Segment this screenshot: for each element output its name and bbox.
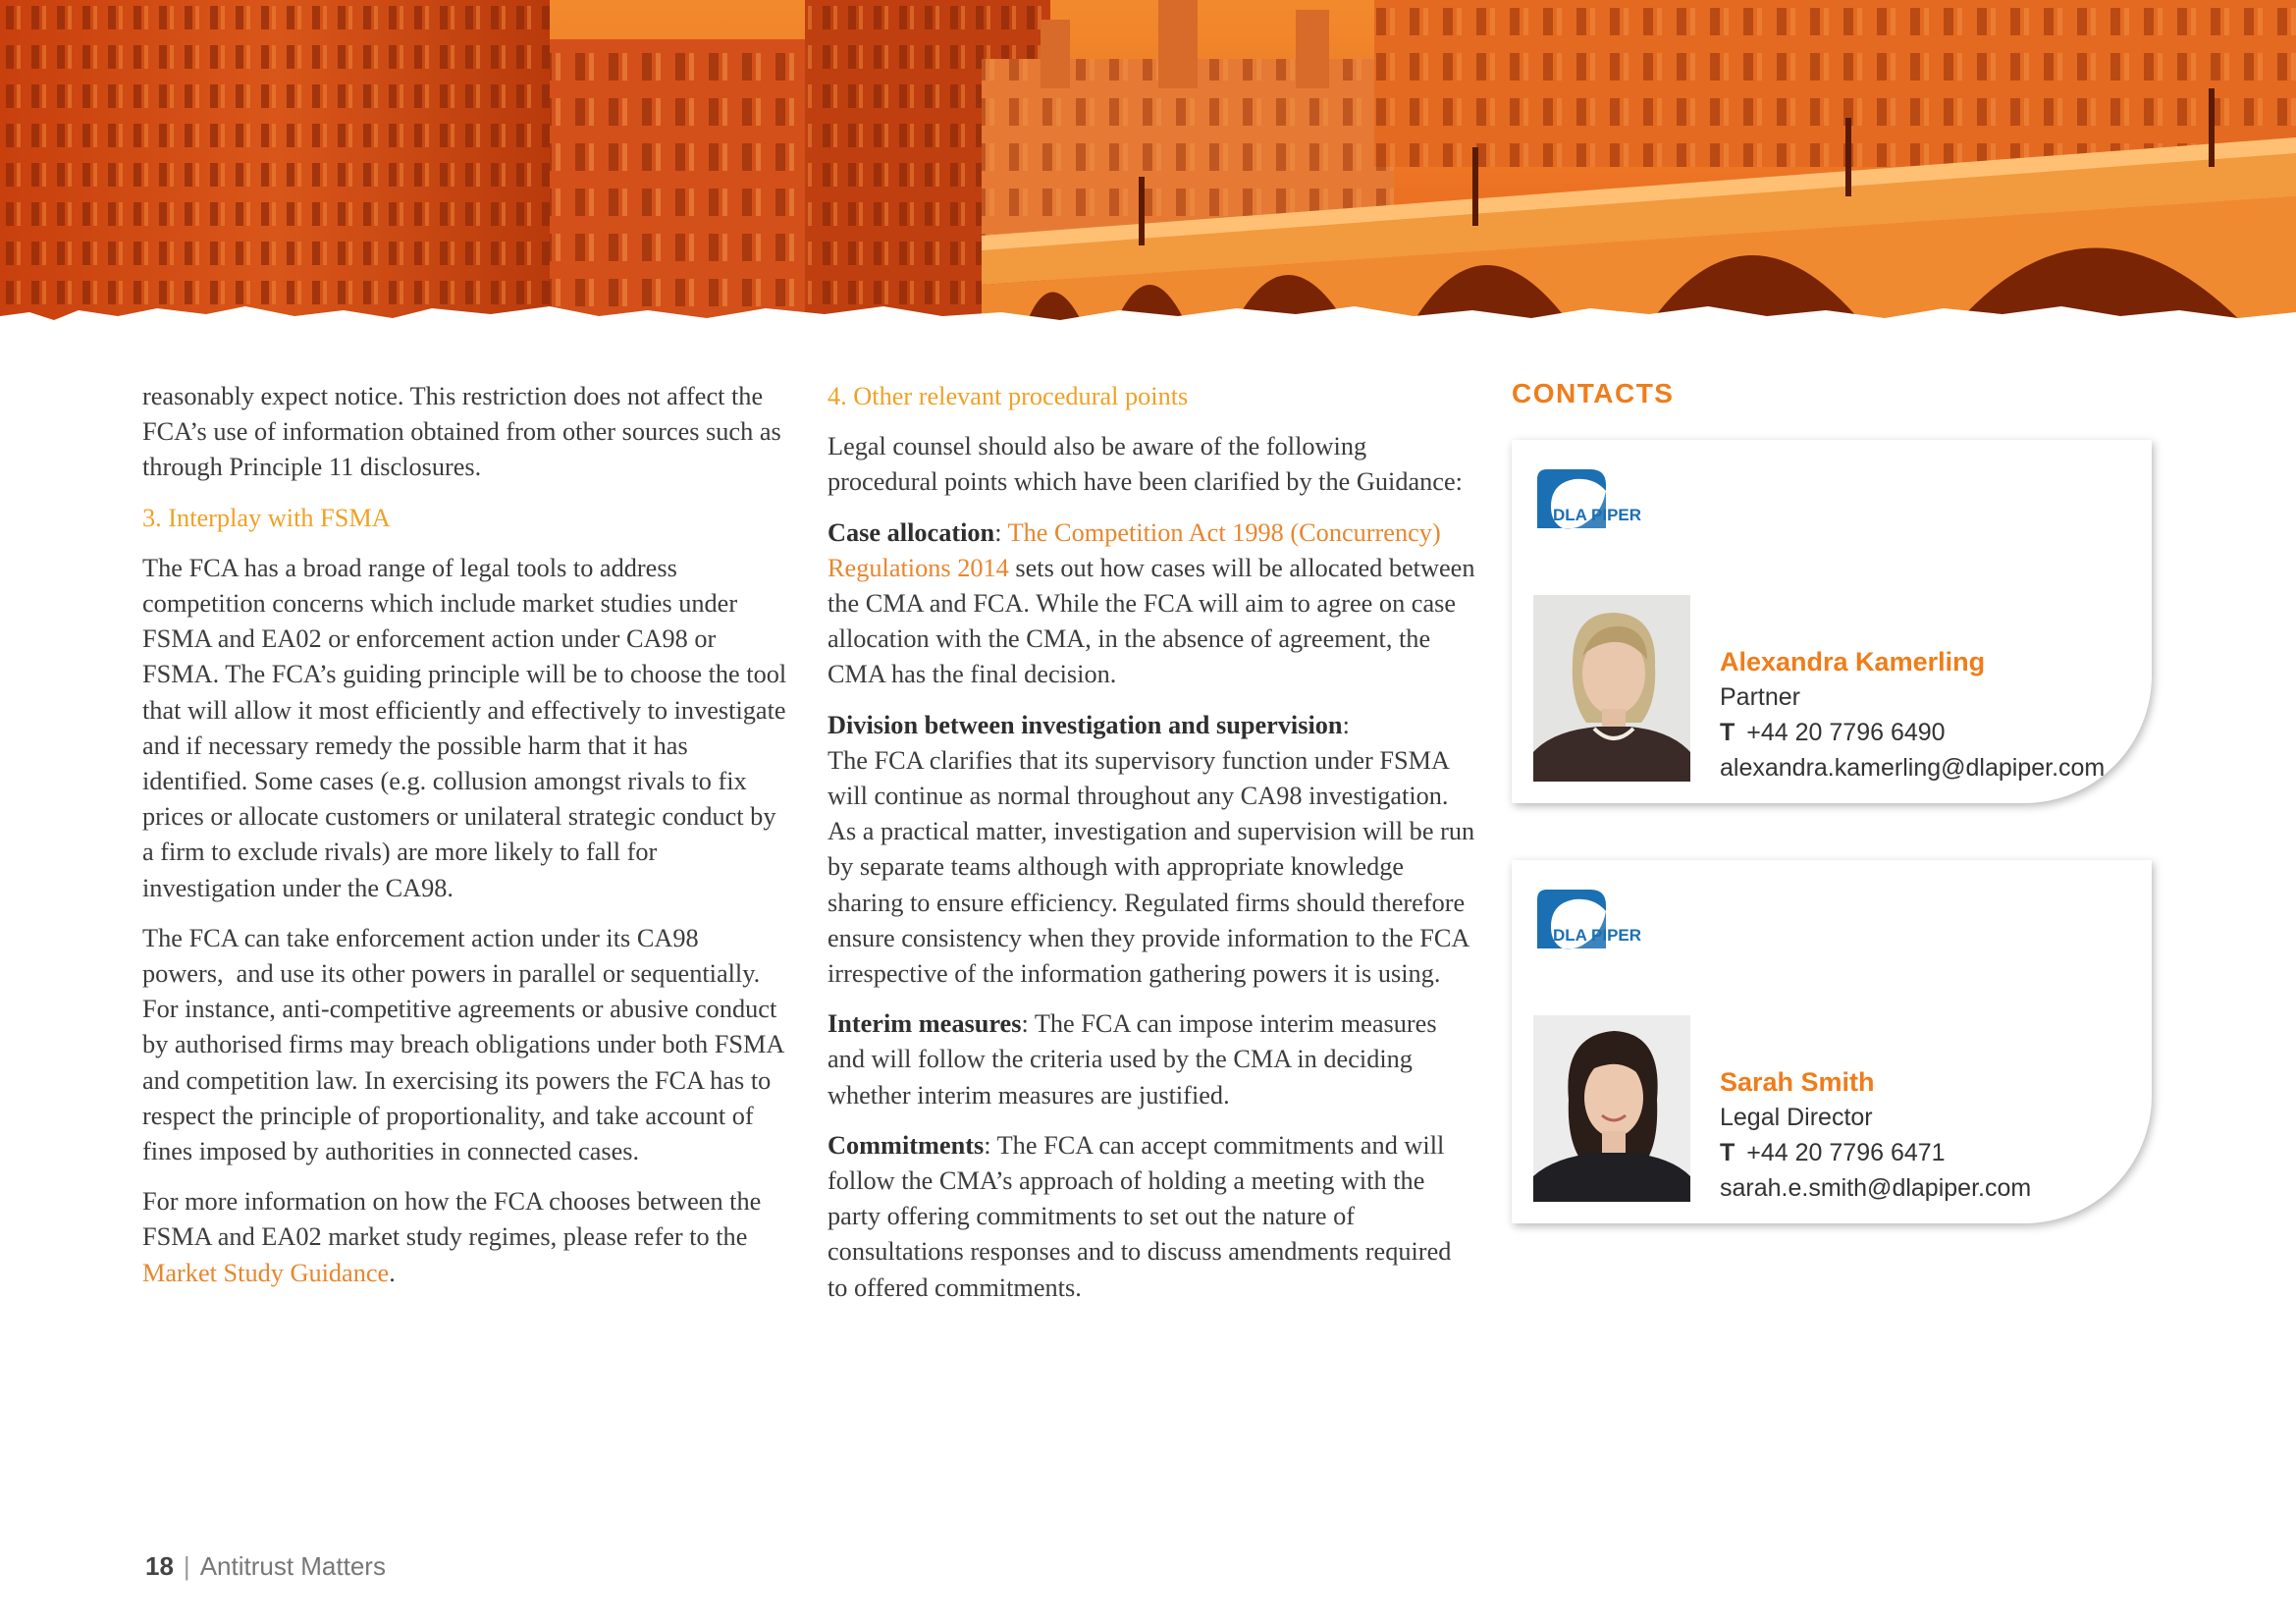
contact-role: Legal Director bbox=[1720, 1104, 1873, 1131]
page-number: 18 bbox=[145, 1551, 174, 1581]
contact-phone[interactable]: +44 20 7796 6471 bbox=[1746, 1139, 1946, 1166]
case-allocation-text: sets out how cases will be allocated between the CMA and FCA. While the FCA will aim to agree on case allocation with the CMA, in the absence of agreement, the CMA has the final decision. bbox=[828, 553, 1475, 689]
dla-piper-logo-text: DLA PIPER bbox=[1553, 926, 1642, 945]
contact-name: Sarah Smith bbox=[1720, 1067, 1875, 1097]
dla-piper-logo bbox=[1533, 465, 1659, 536]
commitments-label: Commitments bbox=[828, 1130, 985, 1160]
contacts-heading: CONTACTS bbox=[1512, 378, 1675, 408]
concurrency-regulations-link[interactable]: The Competition Act 1998 (Concurrency) Regulations 2014 bbox=[828, 517, 1441, 582]
text-column-middle bbox=[828, 379, 1475, 1321]
contact-info-kamerling bbox=[1720, 644, 2105, 785]
dla-piper-logo bbox=[1533, 886, 1659, 956]
contact-phone-row bbox=[1720, 1135, 2031, 1170]
contact-email[interactable]: sarah.e.smith@dlapiper.com bbox=[1720, 1174, 2032, 1202]
paragraph-more-information bbox=[142, 1184, 790, 1291]
phone-label: T bbox=[1720, 1139, 1735, 1166]
contact-role: Partner bbox=[1720, 683, 1800, 711]
division-label: Division between investigation and supervision bbox=[828, 710, 1343, 739]
contact-name: Alexandra Kamerling bbox=[1720, 647, 1986, 677]
contact-photo-smith bbox=[1533, 1015, 1690, 1202]
dla-piper-logo-text: DLA PIPER bbox=[1553, 506, 1642, 524]
contact-photo-kamerling bbox=[1533, 595, 1690, 782]
paragraph-legal-tools: The FCA has a broad range of legal tools to address competition concerns which include market studies under FSMA and EA02 or enforcement action under CA98 or FSMA. The FCA’s guiding principle will be to choose the tool that will allow it most efficiently and effectively to investigate and if necessary remedy the possible harm that it has identified. Some cases (e.g. collusion amongst rivals to fix prices or allocate customers or unilateral strategic conduct by a firm to exclude rivals) are more likely to fall for investigation under the CA98. bbox=[142, 553, 787, 902]
contact-info-smith bbox=[1720, 1064, 2031, 1206]
contact-card-smith bbox=[1512, 860, 2152, 1223]
case-allocation-label: Case allocation bbox=[828, 517, 995, 547]
paragraph-commitments bbox=[828, 1128, 1475, 1306]
market-study-guidance-link[interactable]: Market Study Guidance bbox=[142, 1258, 390, 1287]
contact-card-kamerling bbox=[1512, 440, 2152, 803]
page-footer bbox=[145, 1551, 386, 1582]
header-banner-image bbox=[0, 0, 2296, 339]
text-column-left bbox=[142, 379, 790, 1306]
section-heading-procedural-points: 4. Other relevant procedural points bbox=[828, 382, 1189, 410]
commitments-text: : The FCA can accept commitments and will follow the CMA’s approach of holding a meeting with the party offering commitments to set out the nature of consultations responses and to discuss amendments required to offered commitments. bbox=[828, 1130, 1452, 1302]
interim-measures-text: : The FCA can impose interim measures and will follow the criteria used by the CMA in deciding whether interim measures are justified. bbox=[828, 1009, 1437, 1110]
section-heading-interplay-fsma: 3. Interplay with FSMA bbox=[142, 503, 391, 532]
footer-separator: | bbox=[183, 1551, 190, 1581]
paragraph-procedural-intro: Legal counsel should also be aware of the following procedural points which have been clarified by the Guidance: bbox=[828, 432, 1463, 497]
publication-title: Antitrust Matters bbox=[199, 1551, 386, 1581]
paragraph-enforcement-action: The FCA can take enforcement action under its CA98 powers, and use its other powers in parallel or sequentially. For instance, anti-competitive agreements or abusive conduct by authorised firms may breach obligations under both FSMA and competition law. In exercising its powers the FCA has to respect the principle of proportionality, and take account of fines imposed by authorities in connected cases. bbox=[142, 923, 783, 1166]
more-information-end: . bbox=[389, 1258, 396, 1287]
division-text: The FCA clarifies that its supervisory function under FSMA will continue as normal throughout any CA98 investigation. As a practical matter, investigation and supervision will be run by separate teams although with appropriate knowledge sharing to ensure efficiency. Regulated firms should therefore ensure consistency when they provide information to the FCA irrespective of the information gathering powers it is using. bbox=[828, 745, 1475, 989]
contact-phone[interactable]: +44 20 7796 6490 bbox=[1746, 719, 1946, 746]
paragraph-division bbox=[828, 708, 1475, 993]
phone-label: T bbox=[1720, 719, 1735, 746]
case-allocation-colon: : bbox=[994, 517, 1008, 547]
paragraph-case-allocation bbox=[828, 515, 1475, 693]
contact-phone-row bbox=[1720, 715, 2105, 750]
interim-measures-label: Interim measures bbox=[828, 1009, 1022, 1039]
paragraph-notice: reasonably expect notice. This restriction does not affect the FCA’s use of information obtained from other sources such as through Principle 11 disclosures. bbox=[142, 382, 781, 482]
division-colon: : bbox=[1342, 710, 1350, 739]
paragraph-interim-measures bbox=[828, 1006, 1475, 1113]
more-information-text: For more information on how the FCA chooses between the FSMA and EA02 market study regimes, please refer to the bbox=[142, 1187, 762, 1252]
contact-email[interactable]: alexandra.kamerling@dlapiper.com bbox=[1720, 754, 2106, 782]
